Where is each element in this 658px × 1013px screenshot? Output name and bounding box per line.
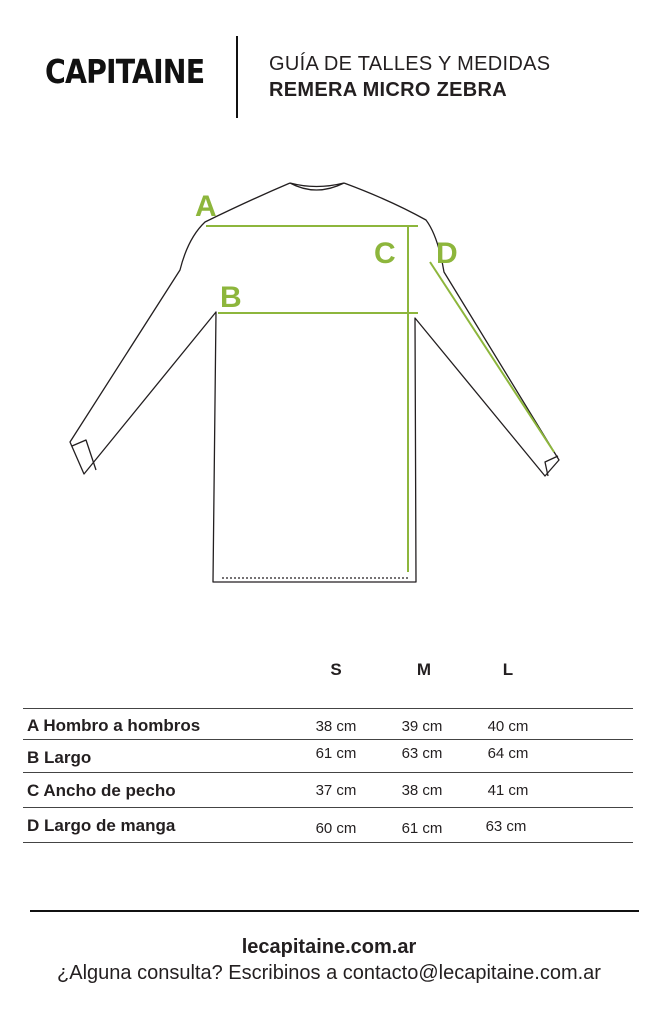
table-divider bbox=[23, 772, 633, 773]
cell-c-s: 37 cm bbox=[315, 782, 357, 799]
table-divider bbox=[23, 708, 633, 709]
table-divider bbox=[23, 842, 633, 843]
row-label-a: A Hombro a hombros bbox=[27, 716, 201, 735]
row-label-d: D Largo de manga bbox=[27, 816, 176, 835]
cell-a-l: 40 cm bbox=[487, 718, 529, 735]
cell-c-l: 41 cm bbox=[487, 782, 529, 799]
row-label-b: B Largo bbox=[27, 748, 92, 767]
product-title: REMERA MICRO ZEBRA bbox=[269, 79, 507, 101]
brand-logo: CAPITAINE bbox=[45, 52, 205, 91]
measure-label-b: B bbox=[220, 281, 242, 314]
cell-a-s: 38 cm bbox=[315, 718, 357, 735]
cell-d-s: 60 cm bbox=[315, 820, 357, 837]
measure-label-c: C bbox=[374, 237, 396, 270]
size-header-s: S bbox=[330, 660, 342, 679]
measure-label-a: A bbox=[195, 190, 217, 223]
size-header-m: M bbox=[416, 660, 432, 679]
cell-b-l: 64 cm bbox=[487, 745, 529, 762]
cell-a-m: 39 cm bbox=[401, 718, 443, 735]
size-header-l: L bbox=[502, 660, 514, 679]
table-divider bbox=[23, 739, 633, 740]
contact-text: ¿Alguna consulta? Escribinos a contacto@lecapitaine.com.ar bbox=[57, 962, 601, 984]
cell-b-s: 61 cm bbox=[315, 745, 357, 762]
shirt-diagram bbox=[0, 140, 658, 600]
cell-b-m: 63 cm bbox=[401, 745, 443, 762]
row-label-c: C Ancho de pecho bbox=[27, 781, 176, 800]
measure-line-d bbox=[430, 262, 554, 452]
website-link[interactable]: lecapitaine.com.ar bbox=[241, 936, 417, 958]
collar-outline bbox=[290, 183, 344, 190]
measure-label-d: D bbox=[436, 237, 458, 270]
cell-d-m: 61 cm bbox=[401, 820, 443, 837]
header-divider bbox=[236, 36, 238, 118]
table-divider bbox=[23, 807, 633, 808]
shirt-outline bbox=[70, 183, 559, 582]
cell-d-l: 63 cm bbox=[485, 818, 527, 835]
guide-title: GUÍA DE TALLES Y MEDIDAS bbox=[269, 53, 551, 75]
cell-c-m: 38 cm bbox=[401, 782, 443, 799]
footer-divider bbox=[30, 910, 639, 912]
